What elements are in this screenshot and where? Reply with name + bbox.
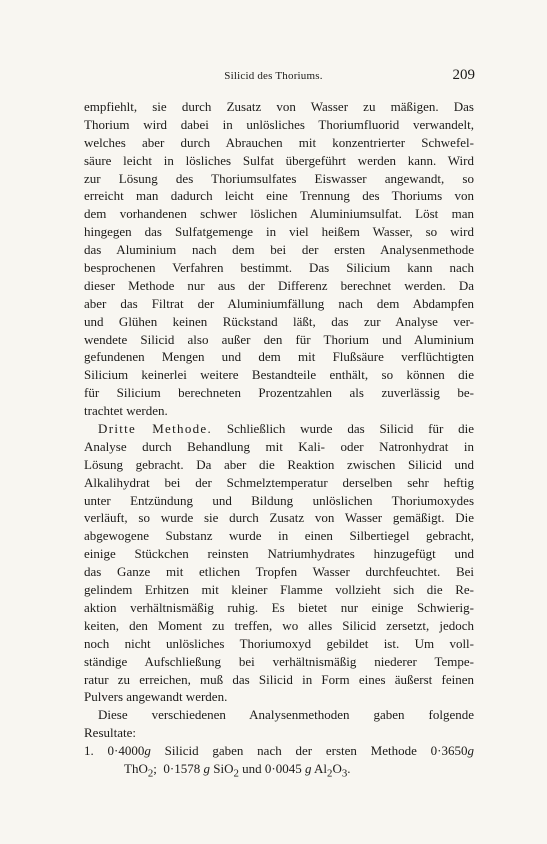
result-compound-1-subscript: 2 xyxy=(147,767,154,778)
paragraph-2-first-line xyxy=(84,420,474,438)
paragraph-2-first-line-text: Schließlich wurde das Silicid für die xyxy=(212,421,474,437)
paragraph-1-line: wendete Silicid also außer den für Thorium und Aluminium xyxy=(84,331,474,347)
result-value-1: 0·3650 xyxy=(430,743,468,759)
running-title: Silicid des Thoriums. xyxy=(224,70,323,82)
paragraph-1-line: dieser Methode nur aus der Differenz berechnet werden. Da xyxy=(84,277,474,293)
result-mass-unit: g xyxy=(144,743,151,759)
result-list xyxy=(84,742,474,778)
paragraph-2-line: abgewogene Substanz wurde in einen Silbertiegel gebracht, xyxy=(84,528,474,544)
paragraph-2-line: Analyse durch Behandlung mit Kali- oder Natronhydrat in xyxy=(84,438,474,454)
paragraph-1-line: Silicium keinerlei weitere Bestandteile enthält, so können die xyxy=(84,367,474,383)
paragraph-1-line: hingegen das Sulfatgemenge in viel heißem Wasser, so wird xyxy=(84,224,474,240)
paragraph-1-line: gefundenen Mengen und dem mit Flußsäure verflüchtigten xyxy=(84,349,474,365)
paragraph-1-line: zur Lösung des Thoriumsulfates Eiswasser angewandt, so xyxy=(84,170,474,186)
result-compound-3-b: O xyxy=(332,760,342,776)
paragraph-2-line: ratur zu erreichen, muß das Silicid in Form eines äußerst feinen xyxy=(84,671,474,687)
paragraph-1-line: aber das Filtrat der Aluminiumfällung nach dem Abdampfen xyxy=(84,295,474,311)
paragraph-1-line: das Aluminium nach dem bei der ersten Analysenmethode xyxy=(84,242,474,258)
result-connector: und xyxy=(242,760,262,776)
result-compound-2: SiO xyxy=(213,760,234,776)
result-compound-3-a: Al xyxy=(314,760,328,776)
paragraph-2-line: unter Entzündung und Bildung unlöslichen Thoriumoxydes xyxy=(84,492,474,508)
result-compound-3-subscript-a: 2 xyxy=(327,767,333,778)
result-mass: 0·4000 xyxy=(107,743,145,759)
result-compound-1: ThO xyxy=(124,760,148,776)
paragraph-1-line: empfiehlt, sie durch Zusatz von Wasser zu mäßigen. Das xyxy=(84,99,474,114)
paragraph-1-line: und Glühen keinen Rückstand läßt, das zur Analyse ver- xyxy=(84,313,474,329)
paragraph-3-line: Resultate: xyxy=(84,725,136,741)
result-number: 1. xyxy=(84,743,94,759)
result-value-2: 0·1578 xyxy=(163,760,201,776)
result-item-line xyxy=(84,742,474,760)
result-value-2-unit: g xyxy=(203,760,210,776)
result-compound-2-subscript: 2 xyxy=(233,767,239,778)
paragraph-3 xyxy=(84,706,474,742)
paragraph-3-line: Diese verschiedenen Analysenmethoden gaben folgende xyxy=(98,707,474,723)
body-text xyxy=(84,98,474,778)
paragraph-2-line: noch nicht unlösliches Thoriumoxyd gebildet ist. Um voll- xyxy=(84,635,474,651)
paragraph-2-line: ständige Aufschließung bei verhältnismäßig niederer Tempe- xyxy=(84,653,474,669)
running-head xyxy=(0,67,547,86)
paragraph-1-line: Thorium wird dabei in unlösliches Thoriumfluorid verwandelt, xyxy=(84,116,474,132)
paragraph-1-line: dem vorhandenen schwer löslichen Aluminiumsulfat. Löst man xyxy=(84,206,474,222)
paragraph-1 xyxy=(84,98,474,420)
paragraph-1-line: besprochenen Verfahren bestimmt. Das Silicium kann nach xyxy=(84,260,474,276)
paragraph-2-line: verläuft, so wurde sie durch Zusatz von Wasser gemäßigt. Die xyxy=(84,510,474,526)
result-item-line: ThO$_2$; 0·1578 g SiO$_2$ und 0·0045 g $Al_2O_3$. xyxy=(124,760,351,778)
paragraph-2-line: keiten, den Moment zu treffen, wo alles Silicid zersetzt, jedoch xyxy=(84,617,474,633)
result-value-3-unit: g xyxy=(304,760,312,776)
paragraph-2-line: Lösung gebracht. Da aber die Reaktion zwischen Silicid und xyxy=(84,456,474,472)
paragraph-2-line: Pulvers angewandt werden. xyxy=(84,689,228,705)
paragraph-2-line: gelindem Erhitzen mit kleiner Flamme vollzieht sich die Re- xyxy=(84,582,474,598)
paragraph-1-line: erreicht man dadurch leicht eine Trennung des Thoriums von xyxy=(84,188,474,204)
paragraph-2-line: aktion verhältnismäßig ruhig. Es bietet nur einige Schwierig- xyxy=(84,599,474,615)
paragraph-2-line: einige Stückchen reinsten Natriumhydrates hinzugefügt und xyxy=(84,546,474,562)
result-compound-3-subscript-b: 3 xyxy=(341,767,348,778)
result-value-3: 0·0045 xyxy=(264,760,302,776)
page-number: 209 xyxy=(452,67,475,83)
paragraph-2-line: Alkalihydrat bei der Schmelztemperatur derselben sehr heftig xyxy=(84,474,474,490)
paragraph-1-line: trachtet werden. xyxy=(84,403,168,419)
paragraph-1-line: welches aber durch Abrauchen mit konzentrierter Schwefel- xyxy=(84,134,474,150)
paragraph-1-line: säure leicht in lösliches Sulfat übergeführt werden kann. Wird xyxy=(84,152,474,168)
result-text: Silicid gaben nach der ersten Methode xyxy=(150,743,431,759)
result-value-1-unit: g xyxy=(467,743,474,759)
paragraph-1-line: für Silicium berechneten Prozentzahlen als zuverlässig be- xyxy=(84,385,474,401)
paragraph-2-line: das Ganze mit etlichen Tropfen Wasser durchfeuchtet. Bei xyxy=(84,564,474,580)
paragraph-2 xyxy=(84,420,474,706)
section-heading: Dritte Methode. xyxy=(98,421,213,437)
